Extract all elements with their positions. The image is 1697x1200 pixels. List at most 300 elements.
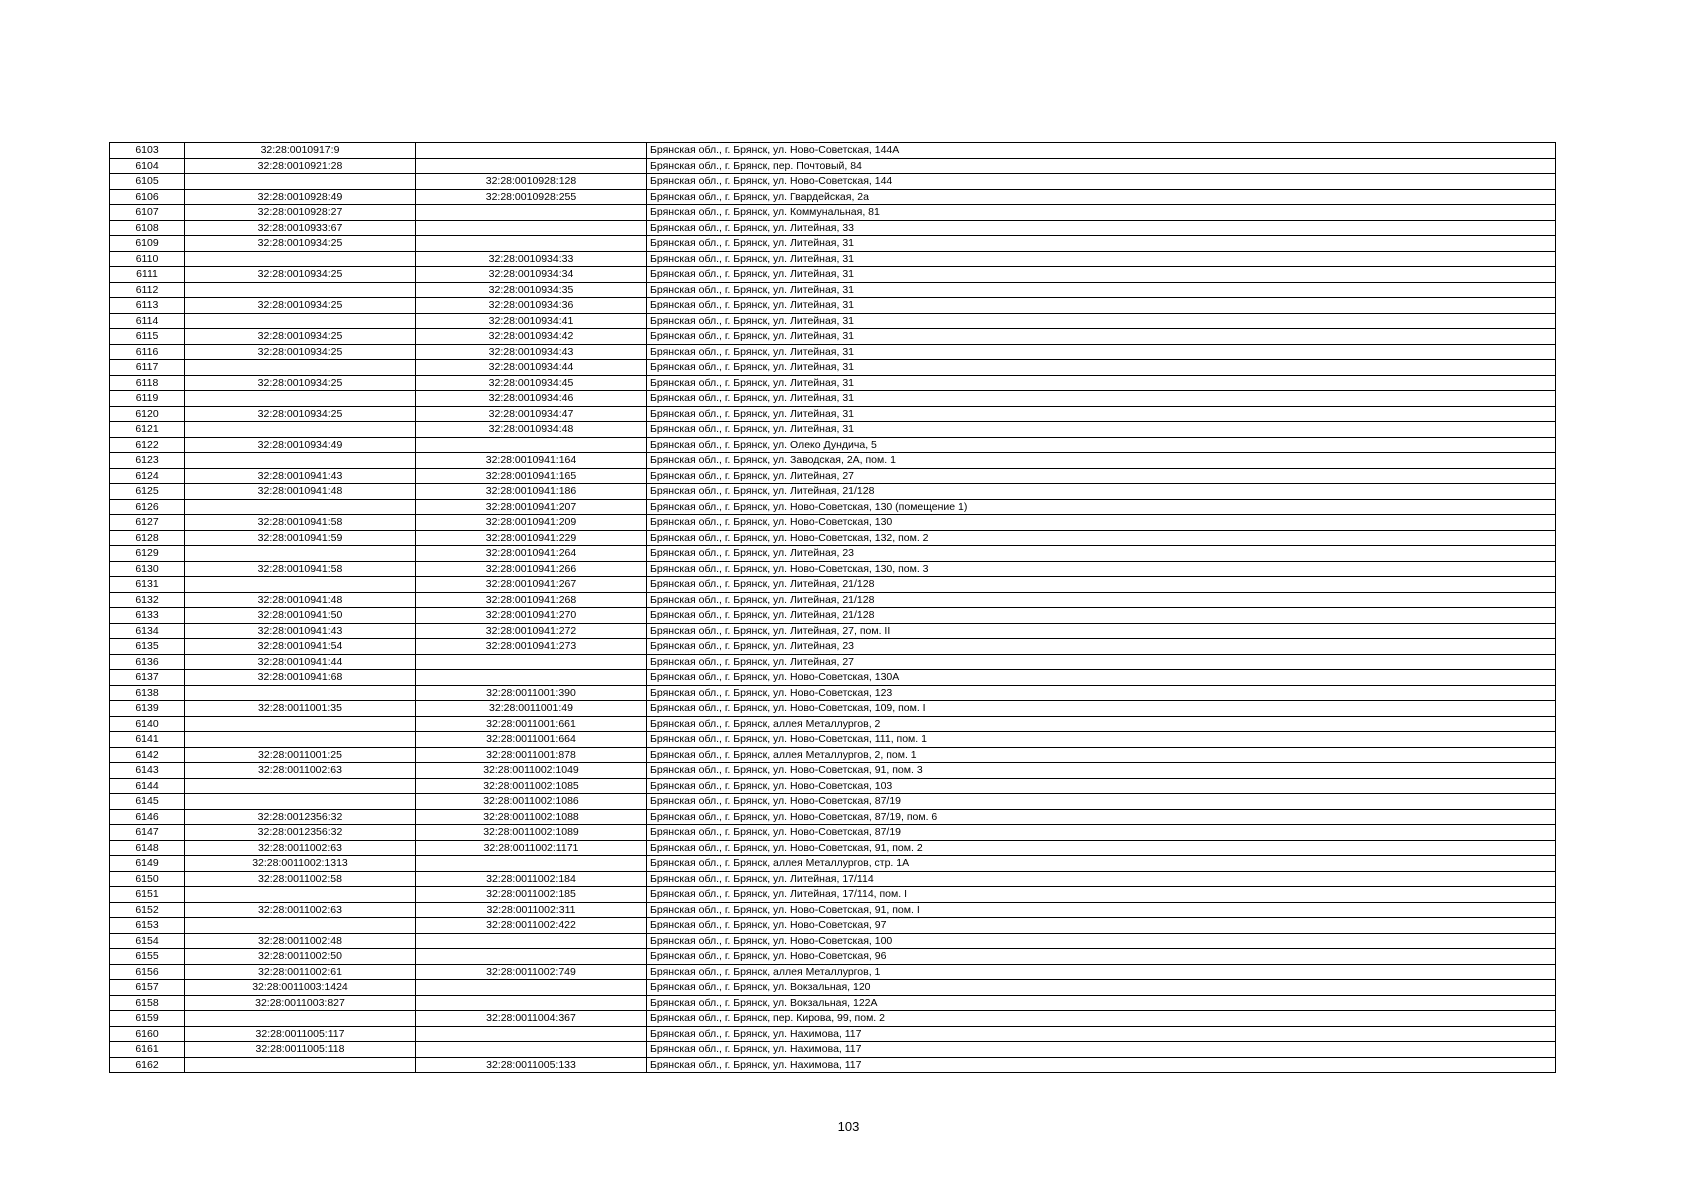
land-cadastral-number-cell: 32:28:0010941:50 xyxy=(185,608,416,624)
object-cadastral-number-cell: 32:28:0010934:45 xyxy=(416,375,647,391)
table-row xyxy=(110,515,1556,531)
address-cell: Брянская обл., г. Брянск, ул. Вокзальная, 122А xyxy=(647,995,1556,1011)
object-cadastral-number-cell: 32:28:0011002:1171 xyxy=(416,840,647,856)
table-row xyxy=(110,143,1556,159)
object-cadastral-number-cell: 32:28:0010941:273 xyxy=(416,639,647,655)
table-row xyxy=(110,871,1556,887)
table-row xyxy=(110,949,1556,965)
table-row xyxy=(110,732,1556,748)
table-row xyxy=(110,1057,1556,1073)
land-cadastral-number-cell: 32:28:0010934:25 xyxy=(185,298,416,314)
row-number-cell: 6147 xyxy=(110,825,185,841)
land-cadastral-number-cell xyxy=(185,716,416,732)
object-cadastral-number-cell xyxy=(416,1042,647,1058)
object-cadastral-number-cell: 32:28:0010941:264 xyxy=(416,546,647,562)
table-row xyxy=(110,778,1556,794)
object-cadastral-number-cell: 32:28:0010934:35 xyxy=(416,282,647,298)
row-number-cell: 6112 xyxy=(110,282,185,298)
row-number-cell: 6157 xyxy=(110,980,185,996)
row-number-cell: 6121 xyxy=(110,422,185,438)
land-cadastral-number-cell: 32:28:0010934:25 xyxy=(185,267,416,283)
land-cadastral-number-cell: 32:28:0010941:48 xyxy=(185,484,416,500)
row-number-cell: 6154 xyxy=(110,933,185,949)
table-row xyxy=(110,809,1556,825)
table-row xyxy=(110,794,1556,810)
object-cadastral-number-cell xyxy=(416,995,647,1011)
address-cell: Брянская обл., г. Брянск, ул. Ново-Советская, 97 xyxy=(647,918,1556,934)
address-cell: Брянская обл., г. Брянск, аллея Металлургов, 1 xyxy=(647,964,1556,980)
address-cell: Брянская обл., г. Брянск, ул. Литейная, 31 xyxy=(647,344,1556,360)
row-number-cell: 6144 xyxy=(110,778,185,794)
address-cell: Брянская обл., г. Брянск, ул. Ново-Советская, 130, пом. 3 xyxy=(647,561,1556,577)
land-cadastral-number-cell xyxy=(185,282,416,298)
address-cell: Брянская обл., г. Брянск, ул. Литейная, 31 xyxy=(647,375,1556,391)
land-cadastral-number-cell: 32:28:0010941:44 xyxy=(185,654,416,670)
object-cadastral-number-cell: 32:28:0011001:878 xyxy=(416,747,647,763)
land-cadastral-number-cell: 32:28:0011003:827 xyxy=(185,995,416,1011)
land-cadastral-number-cell xyxy=(185,887,416,903)
table-row xyxy=(110,499,1556,515)
table-row xyxy=(110,406,1556,422)
address-cell: Брянская обл., г. Брянск, ул. Литейная, 31 xyxy=(647,391,1556,407)
object-cadastral-number-cell: 32:28:0010941:266 xyxy=(416,561,647,577)
object-cadastral-number-cell xyxy=(416,856,647,872)
address-cell: Брянская обл., г. Брянск, ул. Заводская, 2А, пом. 1 xyxy=(647,453,1556,469)
object-cadastral-number-cell: 32:28:0011002:1086 xyxy=(416,794,647,810)
address-cell: Брянская обл., г. Брянск, ул. Литейная, 31 xyxy=(647,282,1556,298)
object-cadastral-number-cell: 32:28:0011001:661 xyxy=(416,716,647,732)
address-cell: Брянская обл., г. Брянск, ул. Ново-Советская, 87/19 xyxy=(647,794,1556,810)
land-cadastral-number-cell: 32:28:0011001:35 xyxy=(185,701,416,717)
row-number-cell: 6110 xyxy=(110,251,185,267)
address-cell: Брянская обл., г. Брянск, ул. Нахимова, 117 xyxy=(647,1057,1556,1073)
registry-table-body xyxy=(110,143,1556,1073)
object-cadastral-number-cell: 32:28:0011002:185 xyxy=(416,887,647,903)
object-cadastral-number-cell xyxy=(416,1026,647,1042)
object-cadastral-number-cell: 32:28:0011001:390 xyxy=(416,685,647,701)
land-cadastral-number-cell: 32:28:0010921:28 xyxy=(185,158,416,174)
table-row xyxy=(110,685,1556,701)
table-row xyxy=(110,236,1556,252)
object-cadastral-number-cell xyxy=(416,437,647,453)
row-number-cell: 6124 xyxy=(110,468,185,484)
table-row xyxy=(110,747,1556,763)
object-cadastral-number-cell: 32:28:0011001:49 xyxy=(416,701,647,717)
table-row xyxy=(110,902,1556,918)
object-cadastral-number-cell: 32:28:0011001:664 xyxy=(416,732,647,748)
object-cadastral-number-cell: 32:28:0010934:41 xyxy=(416,313,647,329)
row-number-cell: 6123 xyxy=(110,453,185,469)
row-number-cell: 6116 xyxy=(110,344,185,360)
table-row xyxy=(110,856,1556,872)
address-cell: Брянская обл., г. Брянск, ул. Ново-Советская, 123 xyxy=(647,685,1556,701)
object-cadastral-number-cell xyxy=(416,220,647,236)
table-row xyxy=(110,840,1556,856)
address-cell: Брянская обл., г. Брянск, ул. Литейная, 21/128 xyxy=(647,577,1556,593)
table-row xyxy=(110,329,1556,345)
row-number-cell: 6141 xyxy=(110,732,185,748)
table-row xyxy=(110,654,1556,670)
object-cadastral-number-cell: 32:28:0010941:209 xyxy=(416,515,647,531)
object-cadastral-number-cell xyxy=(416,143,647,159)
address-cell: Брянская обл., г. Брянск, ул. Литейная, 21/128 xyxy=(647,592,1556,608)
table-row xyxy=(110,546,1556,562)
table-row xyxy=(110,887,1556,903)
address-cell: Брянская обл., г. Брянск, пер. Почтовый, 84 xyxy=(647,158,1556,174)
address-cell: Брянская обл., г. Брянск, ул. Литейная, 33 xyxy=(647,220,1556,236)
address-cell: Брянская обл., г. Брянск, ул. Литейная, 31 xyxy=(647,298,1556,314)
table-row xyxy=(110,623,1556,639)
table-row xyxy=(110,453,1556,469)
land-cadastral-number-cell: 32:28:0010928:49 xyxy=(185,189,416,205)
row-number-cell: 6117 xyxy=(110,360,185,376)
table-row xyxy=(110,282,1556,298)
address-cell: Брянская обл., г. Брянск, пер. Кирова, 99, пом. 2 xyxy=(647,1011,1556,1027)
address-cell: Брянская обл., г. Брянск, ул. Литейная, 17/114, пом. I xyxy=(647,887,1556,903)
address-cell: Брянская обл., г. Брянск, ул. Литейная, 23 xyxy=(647,546,1556,562)
table-row xyxy=(110,220,1556,236)
object-cadastral-number-cell: 32:28:0011002:1049 xyxy=(416,763,647,779)
address-cell: Брянская обл., г. Брянск, ул. Литейная, 27 xyxy=(647,468,1556,484)
row-number-cell: 6132 xyxy=(110,592,185,608)
table-row xyxy=(110,670,1556,686)
address-cell: Брянская обл., г. Брянск, ул. Нахимова, 117 xyxy=(647,1026,1556,1042)
address-cell: Брянская обл., г. Брянск, ул. Ново-Советская, 130 xyxy=(647,515,1556,531)
row-number-cell: 6111 xyxy=(110,267,185,283)
object-cadastral-number-cell: 32:28:0010941:229 xyxy=(416,530,647,546)
row-number-cell: 6119 xyxy=(110,391,185,407)
object-cadastral-number-cell xyxy=(416,205,647,221)
address-cell: Брянская обл., г. Брянск, ул. Ново-Советская, 91, пом. 2 xyxy=(647,840,1556,856)
object-cadastral-number-cell xyxy=(416,949,647,965)
row-number-cell: 6133 xyxy=(110,608,185,624)
object-cadastral-number-cell: 32:28:0010934:46 xyxy=(416,391,647,407)
object-cadastral-number-cell: 32:28:0010941:207 xyxy=(416,499,647,515)
row-number-cell: 6130 xyxy=(110,561,185,577)
object-cadastral-number-cell: 32:28:0010941:186 xyxy=(416,484,647,500)
row-number-cell: 6128 xyxy=(110,530,185,546)
address-cell: Брянская обл., г. Брянск, ул. Ново-Советская, 132, пом. 2 xyxy=(647,530,1556,546)
table-row xyxy=(110,577,1556,593)
address-cell: Брянская обл., г. Брянск, ул. Литейная, 31 xyxy=(647,313,1556,329)
address-cell: Брянская обл., г. Брянск, ул. Ново-Советская, 87/19, пом. 6 xyxy=(647,809,1556,825)
row-number-cell: 6126 xyxy=(110,499,185,515)
object-cadastral-number-cell xyxy=(416,158,647,174)
object-cadastral-number-cell: 32:28:0010934:44 xyxy=(416,360,647,376)
row-number-cell: 6160 xyxy=(110,1026,185,1042)
table-row xyxy=(110,391,1556,407)
land-cadastral-number-cell xyxy=(185,251,416,267)
address-cell: Брянская обл., г. Брянск, ул. Литейная, 21/128 xyxy=(647,484,1556,500)
land-cadastral-number-cell: 32:28:0011005:117 xyxy=(185,1026,416,1042)
address-cell: Брянская обл., г. Брянск, ул. Ново-Советская, 144 xyxy=(647,174,1556,190)
row-number-cell: 6131 xyxy=(110,577,185,593)
row-number-cell: 6140 xyxy=(110,716,185,732)
object-cadastral-number-cell: 32:28:0011002:1089 xyxy=(416,825,647,841)
address-cell: Брянская обл., г. Брянск, ул. Ново-Советская, 103 xyxy=(647,778,1556,794)
address-cell: Брянская обл., г. Брянск, ул. Литейная, 31 xyxy=(647,251,1556,267)
land-cadastral-number-cell: 32:28:0010928:27 xyxy=(185,205,416,221)
address-cell: Брянская обл., г. Брянск, ул. Ново-Советская, 130 (помещение 1) xyxy=(647,499,1556,515)
address-cell: Брянская обл., г. Брянск, ул. Литейная, 23 xyxy=(647,639,1556,655)
table-row xyxy=(110,360,1556,376)
land-cadastral-number-cell: 32:28:0010941:43 xyxy=(185,468,416,484)
land-cadastral-number-cell: 32:28:0011002:63 xyxy=(185,840,416,856)
table-row xyxy=(110,375,1556,391)
object-cadastral-number-cell: 32:28:0011002:311 xyxy=(416,902,647,918)
table-row xyxy=(110,716,1556,732)
table-row xyxy=(110,189,1556,205)
table-row xyxy=(110,561,1556,577)
address-cell: Брянская обл., г. Брянск, ул. Литейная, 31 xyxy=(647,406,1556,422)
land-cadastral-number-cell xyxy=(185,391,416,407)
table-row xyxy=(110,484,1556,500)
object-cadastral-number-cell: 32:28:0011002:1088 xyxy=(416,809,647,825)
row-number-cell: 6143 xyxy=(110,763,185,779)
row-number-cell: 6136 xyxy=(110,654,185,670)
land-cadastral-number-cell xyxy=(185,577,416,593)
table-row xyxy=(110,251,1556,267)
land-cadastral-number-cell xyxy=(185,918,416,934)
table-row xyxy=(110,592,1556,608)
land-cadastral-number-cell: 32:28:0011002:63 xyxy=(185,902,416,918)
table-row xyxy=(110,825,1556,841)
table-row xyxy=(110,437,1556,453)
land-cadastral-number-cell: 32:28:0010934:25 xyxy=(185,236,416,252)
row-number-cell: 6125 xyxy=(110,484,185,500)
land-cadastral-number-cell xyxy=(185,732,416,748)
object-cadastral-number-cell: 32:28:0010934:48 xyxy=(416,422,647,438)
object-cadastral-number-cell: 32:28:0011002:422 xyxy=(416,918,647,934)
row-number-cell: 6151 xyxy=(110,887,185,903)
address-cell: Брянская обл., г. Брянск, ул. Коммунальная, 81 xyxy=(647,205,1556,221)
row-number-cell: 6107 xyxy=(110,205,185,221)
land-cadastral-number-cell: 32:28:0010934:25 xyxy=(185,329,416,345)
address-cell: Брянская обл., г. Брянск, ул. Литейная, 27, пом. II xyxy=(647,623,1556,639)
land-cadastral-number-cell: 32:28:0011005:118 xyxy=(185,1042,416,1058)
land-cadastral-number-cell xyxy=(185,453,416,469)
row-number-cell: 6142 xyxy=(110,747,185,763)
land-cadastral-number-cell: 32:28:0010934:25 xyxy=(185,344,416,360)
row-number-cell: 6161 xyxy=(110,1042,185,1058)
row-number-cell: 6162 xyxy=(110,1057,185,1073)
land-cadastral-number-cell: 32:28:0012356:32 xyxy=(185,809,416,825)
land-cadastral-number-cell: 32:28:0010941:58 xyxy=(185,515,416,531)
land-cadastral-number-cell: 32:28:0010934:49 xyxy=(185,437,416,453)
row-number-cell: 6158 xyxy=(110,995,185,1011)
land-cadastral-number-cell: 32:28:0010934:25 xyxy=(185,406,416,422)
address-cell: Брянская обл., г. Брянск, ул. Ново-Советская, 111, пом. 1 xyxy=(647,732,1556,748)
row-number-cell: 6155 xyxy=(110,949,185,965)
land-cadastral-number-cell xyxy=(185,794,416,810)
address-cell: Брянская обл., г. Брянск, ул. Ново-Советская, 109, пом. I xyxy=(647,701,1556,717)
object-cadastral-number-cell: 32:28:0010928:255 xyxy=(416,189,647,205)
row-number-cell: 6108 xyxy=(110,220,185,236)
land-cadastral-number-cell: 32:28:0011001:25 xyxy=(185,747,416,763)
object-cadastral-number-cell: 32:28:0010928:128 xyxy=(416,174,647,190)
table-row xyxy=(110,608,1556,624)
row-number-cell: 6104 xyxy=(110,158,185,174)
object-cadastral-number-cell: 32:28:0010934:34 xyxy=(416,267,647,283)
table-row xyxy=(110,980,1556,996)
land-cadastral-number-cell xyxy=(185,174,416,190)
address-cell: Брянская обл., г. Брянск, ул. Ново-Советская, 144А xyxy=(647,143,1556,159)
address-cell: Брянская обл., г. Брянск, ул. Литейная, 31 xyxy=(647,360,1556,376)
row-number-cell: 6146 xyxy=(110,809,185,825)
address-cell: Брянская обл., г. Брянск, аллея Металлургов, стр. 1А xyxy=(647,856,1556,872)
row-number-cell: 6129 xyxy=(110,546,185,562)
table-row xyxy=(110,344,1556,360)
table-row xyxy=(110,468,1556,484)
row-number-cell: 6145 xyxy=(110,794,185,810)
row-number-cell: 6156 xyxy=(110,964,185,980)
table-row xyxy=(110,639,1556,655)
object-cadastral-number-cell xyxy=(416,654,647,670)
object-cadastral-number-cell: 32:28:0010934:42 xyxy=(416,329,647,345)
table-row xyxy=(110,964,1556,980)
table-row xyxy=(110,158,1556,174)
object-cadastral-number-cell: 32:28:0010934:36 xyxy=(416,298,647,314)
land-cadastral-number-cell: 32:28:0011002:50 xyxy=(185,949,416,965)
land-cadastral-number-cell: 32:28:0011002:48 xyxy=(185,933,416,949)
registry-table xyxy=(109,142,1556,1073)
object-cadastral-number-cell: 32:28:0011002:1085 xyxy=(416,778,647,794)
object-cadastral-number-cell xyxy=(416,670,647,686)
row-number-cell: 6103 xyxy=(110,143,185,159)
object-cadastral-number-cell: 32:28:0011002:184 xyxy=(416,871,647,887)
table-row xyxy=(110,995,1556,1011)
address-cell: Брянская обл., г. Брянск, ул. Литейная, 27 xyxy=(647,654,1556,670)
table-row xyxy=(110,701,1556,717)
land-cadastral-number-cell xyxy=(185,499,416,515)
land-cadastral-number-cell: 32:28:0010941:59 xyxy=(185,530,416,546)
land-cadastral-number-cell: 32:28:0010941:48 xyxy=(185,592,416,608)
object-cadastral-number-cell: 32:28:0011004:367 xyxy=(416,1011,647,1027)
row-number-cell: 6127 xyxy=(110,515,185,531)
address-cell: Брянская обл., г. Брянск, ул. Гвардейская, 2а xyxy=(647,189,1556,205)
land-cadastral-number-cell: 32:28:0011002:63 xyxy=(185,763,416,779)
row-number-cell: 6118 xyxy=(110,375,185,391)
table-row xyxy=(110,1026,1556,1042)
address-cell: Брянская обл., г. Брянск, ул. Олеко Дундича, 5 xyxy=(647,437,1556,453)
land-cadastral-number-cell: 32:28:0010941:54 xyxy=(185,639,416,655)
table-row xyxy=(110,267,1556,283)
object-cadastral-number-cell: 32:28:0010941:270 xyxy=(416,608,647,624)
object-cadastral-number-cell: 32:28:0010941:165 xyxy=(416,468,647,484)
land-cadastral-number-cell xyxy=(185,360,416,376)
land-cadastral-number-cell xyxy=(185,313,416,329)
object-cadastral-number-cell xyxy=(416,933,647,949)
row-number-cell: 6135 xyxy=(110,639,185,655)
row-number-cell: 6105 xyxy=(110,174,185,190)
address-cell: Брянская обл., г. Брянск, ул. Ново-Советская, 91, пом. 3 xyxy=(647,763,1556,779)
object-cadastral-number-cell: 32:28:0010934:43 xyxy=(416,344,647,360)
row-number-cell: 6149 xyxy=(110,856,185,872)
table-row xyxy=(110,763,1556,779)
row-number-cell: 6153 xyxy=(110,918,185,934)
object-cadastral-number-cell xyxy=(416,980,647,996)
table-row xyxy=(110,933,1556,949)
land-cadastral-number-cell xyxy=(185,778,416,794)
table-row xyxy=(110,1011,1556,1027)
row-number-cell: 6138 xyxy=(110,685,185,701)
table-row xyxy=(110,174,1556,190)
land-cadastral-number-cell xyxy=(185,685,416,701)
land-cadastral-number-cell: 32:28:0010917:9 xyxy=(185,143,416,159)
object-cadastral-number-cell: 32:28:0011002:749 xyxy=(416,964,647,980)
row-number-cell: 6109 xyxy=(110,236,185,252)
row-number-cell: 6113 xyxy=(110,298,185,314)
land-cadastral-number-cell: 32:28:0010934:25 xyxy=(185,375,416,391)
row-number-cell: 6114 xyxy=(110,313,185,329)
land-cadastral-number-cell: 32:28:0010941:58 xyxy=(185,561,416,577)
land-cadastral-number-cell: 32:28:0010941:68 xyxy=(185,670,416,686)
object-cadastral-number-cell xyxy=(416,236,647,252)
row-number-cell: 6115 xyxy=(110,329,185,345)
address-cell: Брянская обл., г. Брянск, ул. Ново-Советская, 100 xyxy=(647,933,1556,949)
page-number: 103 xyxy=(837,1119,860,1134)
land-cadastral-number-cell xyxy=(185,1057,416,1073)
table-row xyxy=(110,530,1556,546)
row-number-cell: 6120 xyxy=(110,406,185,422)
table-row xyxy=(110,1042,1556,1058)
object-cadastral-number-cell: 32:28:0010941:267 xyxy=(416,577,647,593)
row-number-cell: 6122 xyxy=(110,437,185,453)
address-cell: Брянская обл., г. Брянск, ул. Ново-Советская, 91, пом. I xyxy=(647,902,1556,918)
land-cadastral-number-cell: 32:28:0011002:58 xyxy=(185,871,416,887)
table-row xyxy=(110,918,1556,934)
row-number-cell: 6159 xyxy=(110,1011,185,1027)
object-cadastral-number-cell: 32:28:0010941:164 xyxy=(416,453,647,469)
land-cadastral-number-cell: 32:28:0010941:43 xyxy=(185,623,416,639)
address-cell: Брянская обл., г. Брянск, ул. Литейная, 21/128 xyxy=(647,608,1556,624)
row-number-cell: 6139 xyxy=(110,701,185,717)
land-cadastral-number-cell: 32:28:0011003:1424 xyxy=(185,980,416,996)
row-number-cell: 6150 xyxy=(110,871,185,887)
address-cell: Брянская обл., г. Брянск, аллея Металлургов, 2, пом. 1 xyxy=(647,747,1556,763)
address-cell: Брянская обл., г. Брянск, ул. Литейная, 31 xyxy=(647,267,1556,283)
land-cadastral-number-cell: 32:28:0012356:32 xyxy=(185,825,416,841)
table-row xyxy=(110,205,1556,221)
land-cadastral-number-cell: 32:28:0010933:67 xyxy=(185,220,416,236)
row-number-cell: 6134 xyxy=(110,623,185,639)
table-row xyxy=(110,298,1556,314)
table-row xyxy=(110,313,1556,329)
object-cadastral-number-cell: 32:28:0010934:47 xyxy=(416,406,647,422)
address-cell: Брянская обл., г. Брянск, ул. Ново-Советская, 96 xyxy=(647,949,1556,965)
address-cell: Брянская обл., г. Брянск, ул. Литейная, 31 xyxy=(647,236,1556,252)
row-number-cell: 6148 xyxy=(110,840,185,856)
table-row xyxy=(110,422,1556,438)
land-cadastral-number-cell xyxy=(185,1011,416,1027)
object-cadastral-number-cell: 32:28:0010934:33 xyxy=(416,251,647,267)
object-cadastral-number-cell: 32:28:0010941:268 xyxy=(416,592,647,608)
address-cell: Брянская обл., г. Брянск, ул. Литейная, 31 xyxy=(647,422,1556,438)
row-number-cell: 6152 xyxy=(110,902,185,918)
address-cell: Брянская обл., г. Брянск, ул. Вокзальная, 120 xyxy=(647,980,1556,996)
row-number-cell: 6137 xyxy=(110,670,185,686)
object-cadastral-number-cell: 32:28:0010941:272 xyxy=(416,623,647,639)
address-cell: Брянская обл., г. Брянск, ул. Литейная, 17/114 xyxy=(647,871,1556,887)
row-number-cell: 6106 xyxy=(110,189,185,205)
land-cadastral-number-cell: 32:28:0011002:61 xyxy=(185,964,416,980)
land-cadastral-number-cell xyxy=(185,546,416,562)
address-cell: Брянская обл., г. Брянск, ул. Ново-Советская, 130А xyxy=(647,670,1556,686)
object-cadastral-number-cell: 32:28:0011005:133 xyxy=(416,1057,647,1073)
address-cell: Брянская обл., г. Брянск, ул. Литейная, 31 xyxy=(647,329,1556,345)
address-cell: Брянская обл., г. Брянск, аллея Металлургов, 2 xyxy=(647,716,1556,732)
land-cadastral-number-cell: 32:28:0011002:1313 xyxy=(185,856,416,872)
